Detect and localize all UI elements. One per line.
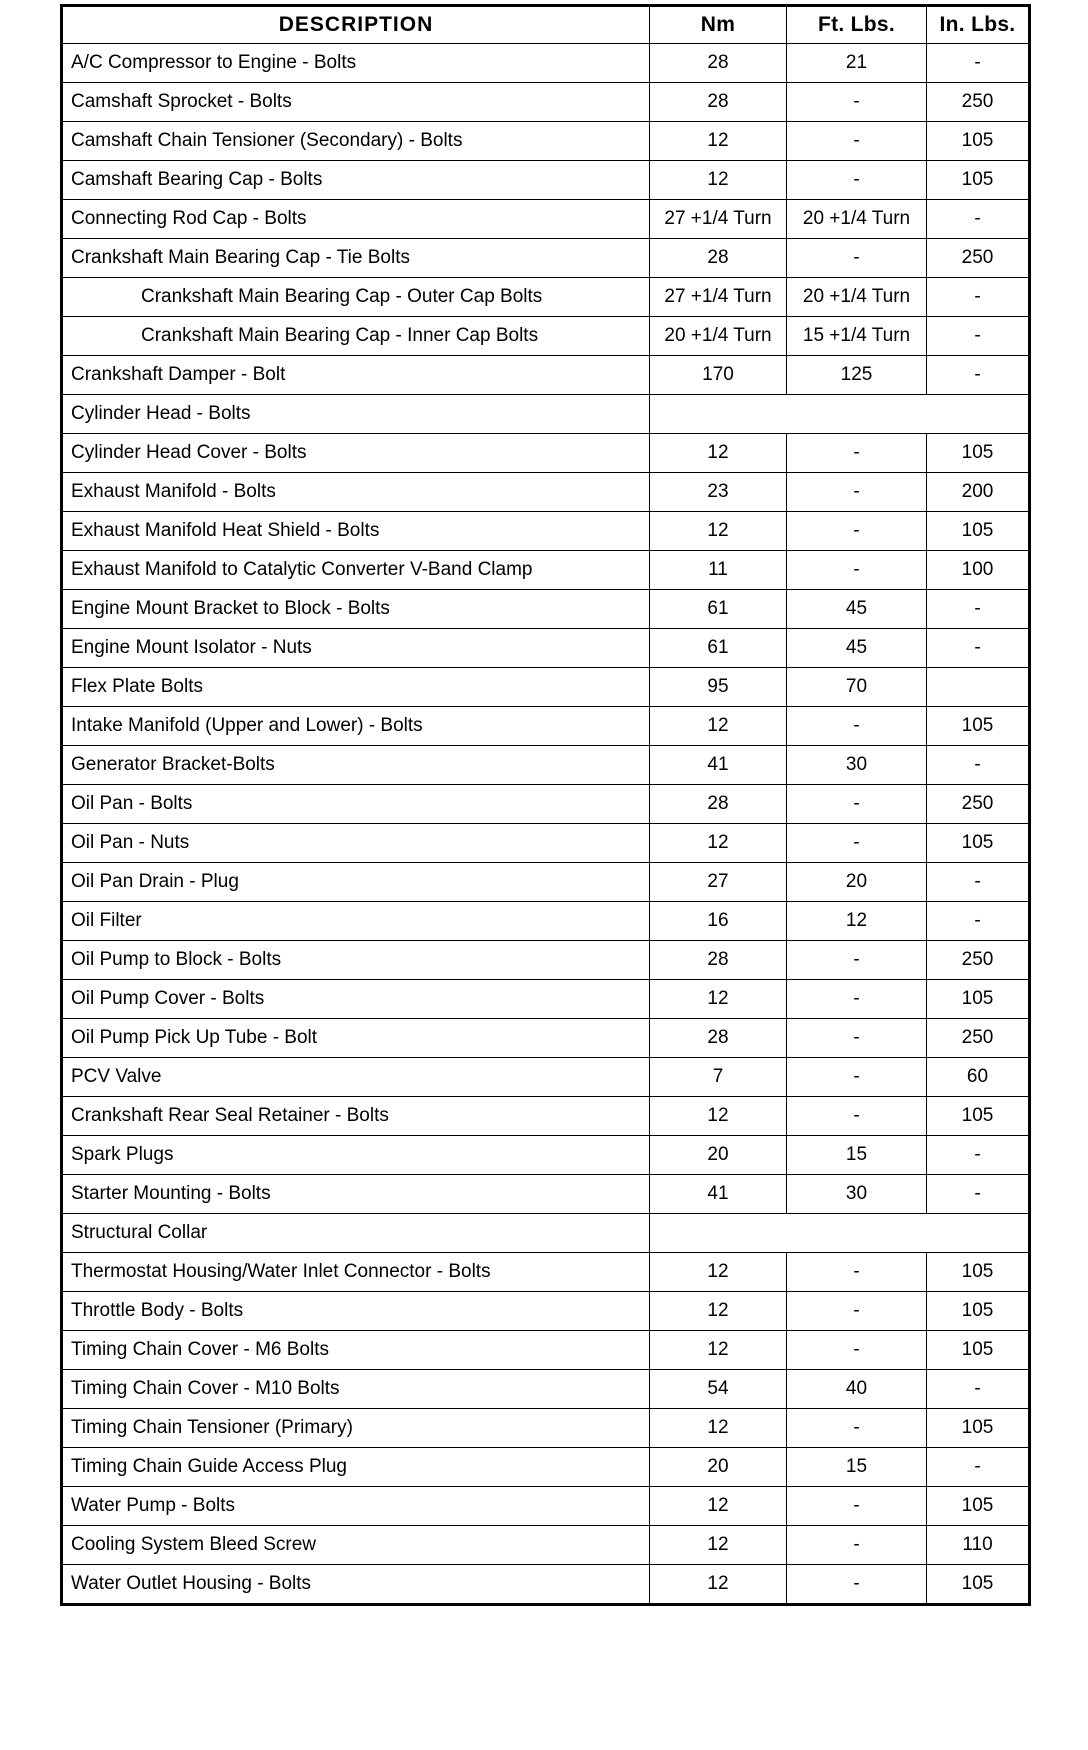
- cell-nm: 12: [650, 122, 787, 161]
- column-header-ftlbs: Ft. Lbs.: [787, 6, 927, 44]
- cell-inlbs: 105: [927, 824, 1030, 863]
- cell-inlbs: 105: [927, 161, 1030, 200]
- cell-inlbs: -: [927, 629, 1030, 668]
- cell-ftlbs: -: [787, 980, 927, 1019]
- cell-description: Timing Chain Cover - M10 Bolts: [62, 1370, 650, 1409]
- cell-ftlbs: -: [787, 1331, 927, 1370]
- column-header-inlbs: In. Lbs.: [927, 6, 1030, 44]
- cell-nm: 12: [650, 1292, 787, 1331]
- cell-nm: 20: [650, 1136, 787, 1175]
- cell-ftlbs: 70: [787, 668, 927, 707]
- cell-description: Oil Pump Pick Up Tube - Bolt: [62, 1019, 650, 1058]
- cell-description: Exhaust Manifold to Catalytic Converter V-Band Clamp: [62, 551, 650, 590]
- cell-nm: 28: [650, 1019, 787, 1058]
- cell-ftlbs: -: [787, 1565, 927, 1605]
- table-row: [62, 122, 1030, 161]
- cell-ftlbs: 125: [787, 356, 927, 395]
- table-row: [62, 1253, 1030, 1292]
- table-row: [62, 1487, 1030, 1526]
- cell-ftlbs: -: [787, 551, 927, 590]
- cell-ftlbs: -: [787, 1253, 927, 1292]
- cell-nm: 12: [650, 1487, 787, 1526]
- cell-inlbs: 105: [927, 512, 1030, 551]
- cell-nm: 12: [650, 1253, 787, 1292]
- cell-description: Structural Collar: [62, 1214, 650, 1253]
- cell-nm: 7: [650, 1058, 787, 1097]
- cell-nm: 12: [650, 161, 787, 200]
- cell-description: Cooling System Bleed Screw: [62, 1526, 650, 1565]
- cell-ftlbs: -: [787, 707, 927, 746]
- cell-nm: 12: [650, 707, 787, 746]
- table-row: [62, 1292, 1030, 1331]
- table-row: [62, 1409, 1030, 1448]
- cell-ftlbs: 45: [787, 629, 927, 668]
- cell-ftlbs: -: [787, 122, 927, 161]
- cell-description: Crankshaft Main Bearing Cap - Outer Cap Bolts: [62, 278, 650, 317]
- cell-description: Connecting Rod Cap - Bolts: [62, 200, 650, 239]
- table-row: [62, 161, 1030, 200]
- table-row: [62, 1175, 1030, 1214]
- cell-nm: 16: [650, 902, 787, 941]
- cell-ftlbs: 20 +1/4 Turn: [787, 200, 927, 239]
- table-row: [62, 785, 1030, 824]
- cell-ftlbs: -: [787, 1097, 927, 1136]
- cell-ftlbs: -: [787, 941, 927, 980]
- cell-ftlbs: -: [787, 1487, 927, 1526]
- table-row: [62, 1058, 1030, 1097]
- cell-nm: 23: [650, 473, 787, 512]
- cell-nm: 12: [650, 1526, 787, 1565]
- table-row: [62, 707, 1030, 746]
- cell-description: Crankshaft Main Bearing Cap - Tie Bolts: [62, 239, 650, 278]
- table-row: [62, 356, 1030, 395]
- table-row: [62, 83, 1030, 122]
- table-row: [62, 863, 1030, 902]
- cell-nm: 28: [650, 239, 787, 278]
- table-row: [62, 1136, 1030, 1175]
- cell-ftlbs: 40: [787, 1370, 927, 1409]
- cell-description: Water Outlet Housing - Bolts: [62, 1565, 650, 1605]
- cell-ftlbs: 20: [787, 863, 927, 902]
- cell-nm: 54: [650, 1370, 787, 1409]
- cell-inlbs: -: [927, 1175, 1030, 1214]
- cell-description: Engine Mount Isolator - Nuts: [62, 629, 650, 668]
- cell-nm: 11: [650, 551, 787, 590]
- cell-description: Oil Pump Cover - Bolts: [62, 980, 650, 1019]
- cell-inlbs: 105: [927, 707, 1030, 746]
- cell-ftlbs: 21: [787, 44, 927, 83]
- cell-inlbs: -: [927, 863, 1030, 902]
- cell-ftlbs: -: [787, 434, 927, 473]
- cell-nm: 61: [650, 629, 787, 668]
- cell-description: Camshaft Chain Tensioner (Secondary) - Bolts: [62, 122, 650, 161]
- cell-nm: 28: [650, 941, 787, 980]
- cell-nm: 28: [650, 44, 787, 83]
- table-row: [62, 746, 1030, 785]
- cell-description: Oil Pan - Bolts: [62, 785, 650, 824]
- torque-specifications-table: [60, 4, 1031, 1606]
- cell-description: Crankshaft Damper - Bolt: [62, 356, 650, 395]
- cell-inlbs: -: [927, 590, 1030, 629]
- cell-description: Generator Bracket-Bolts: [62, 746, 650, 785]
- cell-description: Water Pump - Bolts: [62, 1487, 650, 1526]
- cell-inlbs: 105: [927, 1097, 1030, 1136]
- cell-inlbs: -: [927, 1448, 1030, 1487]
- cell-description: Crankshaft Main Bearing Cap - Inner Cap Bolts: [62, 317, 650, 356]
- cell-nm: 12: [650, 1409, 787, 1448]
- cell-ftlbs: -: [787, 239, 927, 278]
- table-row: [62, 1448, 1030, 1487]
- table-row: [62, 278, 1030, 317]
- cell-nm: 61: [650, 590, 787, 629]
- table-row: [62, 980, 1030, 1019]
- cell-inlbs: -: [927, 317, 1030, 356]
- cell-nm: 28: [650, 785, 787, 824]
- table-body: [62, 44, 1030, 1605]
- cell-inlbs: 250: [927, 941, 1030, 980]
- cell-description: Timing Chain Guide Access Plug: [62, 1448, 650, 1487]
- cell-nm: 20 +1/4 Turn: [650, 317, 787, 356]
- table-row: [62, 317, 1030, 356]
- cell-inlbs: 105: [927, 1565, 1030, 1605]
- cell-inlbs: 105: [927, 1253, 1030, 1292]
- cell-ftlbs: 20 +1/4 Turn: [787, 278, 927, 317]
- table-row: [62, 1565, 1030, 1605]
- cell-inlbs: -: [927, 902, 1030, 941]
- table-row: [62, 551, 1030, 590]
- cell-nm: 170: [650, 356, 787, 395]
- cell-inlbs: 105: [927, 1487, 1030, 1526]
- cell-description: Oil Pan - Nuts: [62, 824, 650, 863]
- cell-nm: 27 +1/4 Turn: [650, 278, 787, 317]
- cell-description: Spark Plugs: [62, 1136, 650, 1175]
- cell-nm: 12: [650, 1331, 787, 1370]
- cell-ftlbs: 45: [787, 590, 927, 629]
- cell-inlbs: -: [927, 356, 1030, 395]
- cell-description: Oil Pump to Block - Bolts: [62, 941, 650, 980]
- table-row: [62, 1019, 1030, 1058]
- cell-inlbs: -: [927, 278, 1030, 317]
- cell-ftlbs: -: [787, 785, 927, 824]
- cell-nm: 12: [650, 824, 787, 863]
- cell-description: Exhaust Manifold - Bolts: [62, 473, 650, 512]
- cell-description: Camshaft Bearing Cap - Bolts: [62, 161, 650, 200]
- table-row: [62, 512, 1030, 551]
- table-row: [62, 629, 1030, 668]
- cell-inlbs: [927, 668, 1030, 707]
- cell-description: Camshaft Sprocket - Bolts: [62, 83, 650, 122]
- table-row: [62, 200, 1030, 239]
- table-row: [62, 668, 1030, 707]
- table-row: [62, 1526, 1030, 1565]
- cell-description: Engine Mount Bracket to Block - Bolts: [62, 590, 650, 629]
- table-row: [62, 395, 1030, 434]
- cell-description: Oil Pan Drain - Plug: [62, 863, 650, 902]
- cell-ftlbs: 15 +1/4 Turn: [787, 317, 927, 356]
- cell-ftlbs: 12: [787, 902, 927, 941]
- cell-nm: 41: [650, 1175, 787, 1214]
- cell-description: Cylinder Head Cover - Bolts: [62, 434, 650, 473]
- cell-description: Flex Plate Bolts: [62, 668, 650, 707]
- cell-inlbs: -: [927, 1136, 1030, 1175]
- cell-ftlbs: -: [787, 473, 927, 512]
- table-header: [62, 6, 1030, 44]
- cell-inlbs: 105: [927, 434, 1030, 473]
- table-row: [62, 1214, 1030, 1253]
- cell-inlbs: 100: [927, 551, 1030, 590]
- cell-nm: 12: [650, 1097, 787, 1136]
- cell-inlbs: 250: [927, 785, 1030, 824]
- cell-ftlbs: -: [787, 161, 927, 200]
- cell-nm: 41: [650, 746, 787, 785]
- table-row: [62, 239, 1030, 278]
- cell-ftlbs: -: [787, 1292, 927, 1331]
- table-row: [62, 902, 1030, 941]
- cell-description: Timing Chain Tensioner (Primary): [62, 1409, 650, 1448]
- cell-nm: 28: [650, 83, 787, 122]
- cell-inlbs: 105: [927, 1292, 1030, 1331]
- cell-description: Timing Chain Cover - M6 Bolts: [62, 1331, 650, 1370]
- table-row: [62, 434, 1030, 473]
- column-header-nm: Nm: [650, 6, 787, 44]
- cell-description: Starter Mounting - Bolts: [62, 1175, 650, 1214]
- cell-nm: 95: [650, 668, 787, 707]
- cell-ftlbs: 15: [787, 1448, 927, 1487]
- cell-nm: 27 +1/4 Turn: [650, 200, 787, 239]
- cell-ftlbs: -: [787, 512, 927, 551]
- table-row: [62, 590, 1030, 629]
- cell-description: Intake Manifold (Upper and Lower) - Bolts: [62, 707, 650, 746]
- cell-inlbs: 105: [927, 122, 1030, 161]
- cell-inlbs: 105: [927, 1331, 1030, 1370]
- table-row: [62, 941, 1030, 980]
- cell-nm: 12: [650, 512, 787, 551]
- cell-description: Thermostat Housing/Water Inlet Connector - Bolts: [62, 1253, 650, 1292]
- cell-description: PCV Valve: [62, 1058, 650, 1097]
- table-row: [62, 1097, 1030, 1136]
- cell-ftlbs: -: [787, 83, 927, 122]
- cell-description: A/C Compressor to Engine - Bolts: [62, 44, 650, 83]
- cell-nm: 12: [650, 434, 787, 473]
- table-row: [62, 1370, 1030, 1409]
- cell-inlbs: 250: [927, 1019, 1030, 1058]
- cell-description: Oil Filter: [62, 902, 650, 941]
- cell-empty-span: [650, 395, 1030, 434]
- cell-inlbs: 105: [927, 1409, 1030, 1448]
- cell-ftlbs: 30: [787, 1175, 927, 1214]
- cell-nm: 12: [650, 980, 787, 1019]
- cell-ftlbs: 30: [787, 746, 927, 785]
- cell-inlbs: -: [927, 1370, 1030, 1409]
- cell-description: Throttle Body - Bolts: [62, 1292, 650, 1331]
- cell-inlbs: 250: [927, 239, 1030, 278]
- cell-nm: 27: [650, 863, 787, 902]
- table-row: [62, 824, 1030, 863]
- table-header-row: [62, 6, 1030, 44]
- cell-ftlbs: -: [787, 1409, 927, 1448]
- cell-description: Crankshaft Rear Seal Retainer - Bolts: [62, 1097, 650, 1136]
- cell-ftlbs: -: [787, 1058, 927, 1097]
- cell-nm: 12: [650, 1565, 787, 1605]
- cell-ftlbs: -: [787, 1526, 927, 1565]
- cell-description: Cylinder Head - Bolts: [62, 395, 650, 434]
- column-header-description: DESCRIPTION: [62, 6, 650, 44]
- cell-inlbs: 250: [927, 83, 1030, 122]
- cell-inlbs: -: [927, 746, 1030, 785]
- table-row: [62, 44, 1030, 83]
- cell-ftlbs: -: [787, 1019, 927, 1058]
- cell-inlbs: 105: [927, 980, 1030, 1019]
- cell-inlbs: 110: [927, 1526, 1030, 1565]
- cell-inlbs: -: [927, 44, 1030, 83]
- cell-description: Exhaust Manifold Heat Shield - Bolts: [62, 512, 650, 551]
- cell-empty-span: [650, 1214, 1030, 1253]
- table-row: [62, 473, 1030, 512]
- table-row: [62, 1331, 1030, 1370]
- cell-ftlbs: -: [787, 824, 927, 863]
- cell-inlbs: 200: [927, 473, 1030, 512]
- cell-nm: 20: [650, 1448, 787, 1487]
- cell-inlbs: 60: [927, 1058, 1030, 1097]
- cell-ftlbs: 15: [787, 1136, 927, 1175]
- cell-inlbs: -: [927, 200, 1030, 239]
